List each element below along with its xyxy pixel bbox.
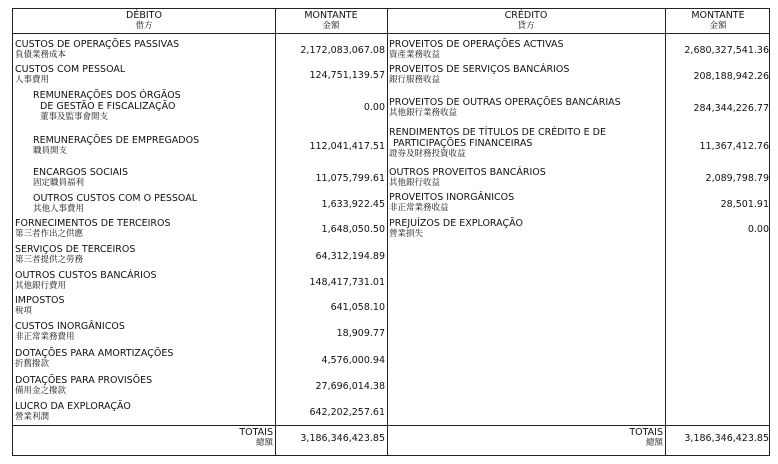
amount-header-label-cn: 金額 (322, 21, 340, 31)
debit-row-amount: 4,576,000.94 (321, 355, 385, 366)
debit-row-amount: 64,312,194.89 (315, 251, 385, 262)
debit-row-amount: 148,417,731.01 (309, 277, 385, 288)
debit-row-label: REMUNERAÇÕES DE EMPREGADOS 職員開支 (33, 135, 200, 156)
income-statement-table (12, 8, 770, 456)
credit-header-label: CRÉDITO (504, 10, 548, 21)
debit-row-label: OUTROS CUSTOS BANCÁRIOS 其他銀行費用 (15, 270, 157, 291)
credit-header (387, 10, 665, 32)
debit-total-amount: 3,186,346,423.85 (300, 433, 385, 444)
credit-total-amount: 3,186,346,423.85 (684, 433, 769, 444)
amount-header-label-cn: 金額 (709, 21, 727, 31)
debit-row-amount: 642,202,257.61 (309, 407, 385, 418)
debit-row-amount: 641,058.10 (330, 302, 385, 313)
totals-divider (13, 425, 769, 426)
credit-row-label: PREJUÍZOS DE EXPLORAÇÃO 營業損失 (389, 218, 523, 239)
debit-totals-label: TOTAIS 總額 (239, 427, 273, 448)
credit-row-label: OUTROS PROVEITOS BANCÁRIOS 其他銀行收益 (389, 167, 546, 188)
column-divider (387, 9, 388, 455)
debit-row-label: DOTAÇÕES PARA AMORTIZAÇÕES 折舊撥款 (15, 348, 174, 369)
debit-row-label: LUCRO DA EXPLORAÇÃO 營業利潤 (15, 401, 131, 422)
debit-row-label: IMPOSTOS 稅項 (15, 295, 65, 316)
credit-row-amount: 0.00 (747, 224, 769, 235)
credit-amount-header (665, 10, 771, 32)
debit-row-label: OUTROS CUSTOS COM O PESSOAL 其他人事費用 (33, 193, 198, 214)
debit-row-label: CUSTOS COM PESSOAL 人事費用 (15, 64, 126, 85)
credit-row-label: PROVEITOS INORGÂNICOS 非正常業務收益 (389, 192, 515, 213)
debit-row-amount: 124,751,139.57 (309, 70, 385, 81)
debit-row-amount: 1,633,922.45 (321, 199, 385, 210)
credit-row-label: PROVEITOS DE SERVIÇOS BANCÁRIOS 銀行服務收益 (389, 64, 570, 85)
amount-header-label: MONTANTE (691, 10, 745, 21)
debit-header-label-cn: 借方 (135, 21, 153, 31)
credit-row-amount: 28,501.91 (720, 199, 769, 210)
debit-row-label: REMUNERAÇÕES DOS ÓRGÃOS DE GESTÃO E FISCALIZAÇÃO 董事及監事會開支 (33, 90, 181, 122)
credit-header-label-cn: 貸方 (517, 21, 535, 31)
debit-header (13, 10, 275, 32)
debit-row-label: FORNECIMENTOS DE TERCEIROS 第三者作出之供應 (15, 218, 171, 239)
debit-row-label: CUSTOS INORGÂNICOS 非正常業務費用 (15, 321, 125, 342)
debit-row-amount: 11,075,799.61 (315, 173, 385, 184)
credit-row-label: RENDIMENTOS DE TÍTULOS DE CRÉDITO E DE PARTICIPAÇÕES FINANCEIRAS 證券及財務投資收益 (389, 127, 606, 159)
credit-row-amount: 2,680,327,541.36 (684, 45, 769, 56)
debit-row-label: ENCARGOS SOCIAIS 固定職員福利 (33, 167, 129, 188)
debit-row-amount: 1,648,050.50 (321, 224, 385, 235)
credit-row-amount: 2,089,798.79 (705, 173, 769, 184)
debit-row-amount: 18,909.77 (336, 328, 385, 339)
debit-row-label: SERVIÇOS DE TERCEIROS 第三者提供之勞務 (15, 244, 136, 265)
credit-row-label: PROVEITOS DE OPERAÇÕES ACTIVAS 資產業務收益 (389, 39, 564, 60)
debit-header-label: DÉBITO (126, 10, 162, 21)
credit-totals-label: TOTAIS 總額 (629, 427, 663, 448)
debit-row-amount: 0.00 (363, 102, 385, 113)
credit-row-amount: 208,188,942.26 (693, 71, 769, 82)
debit-row-amount: 112,041,417.51 (309, 141, 385, 152)
debit-amount-header (275, 10, 387, 32)
credit-row-amount: 284,344,226.77 (693, 103, 769, 114)
header-divider (13, 33, 769, 34)
amount-header-label: MONTANTE (304, 10, 358, 21)
debit-row-label: CUSTOS DE OPERAÇÕES PASSIVAS 負債業務成本 (15, 39, 180, 60)
debit-row-label: DOTAÇÕES PARA PROVISÕES 備用金之撥款 (15, 375, 153, 396)
debit-row-amount: 27,696,014.38 (315, 381, 385, 392)
credit-row-amount: 11,367,412.76 (699, 141, 769, 152)
credit-row-label: PROVEITOS DE OUTRAS OPERAÇÕES BANCÁRIAS 其他銀行業務收益 (389, 97, 621, 118)
debit-row-amount: 2,172,083,067.08 (300, 45, 385, 56)
